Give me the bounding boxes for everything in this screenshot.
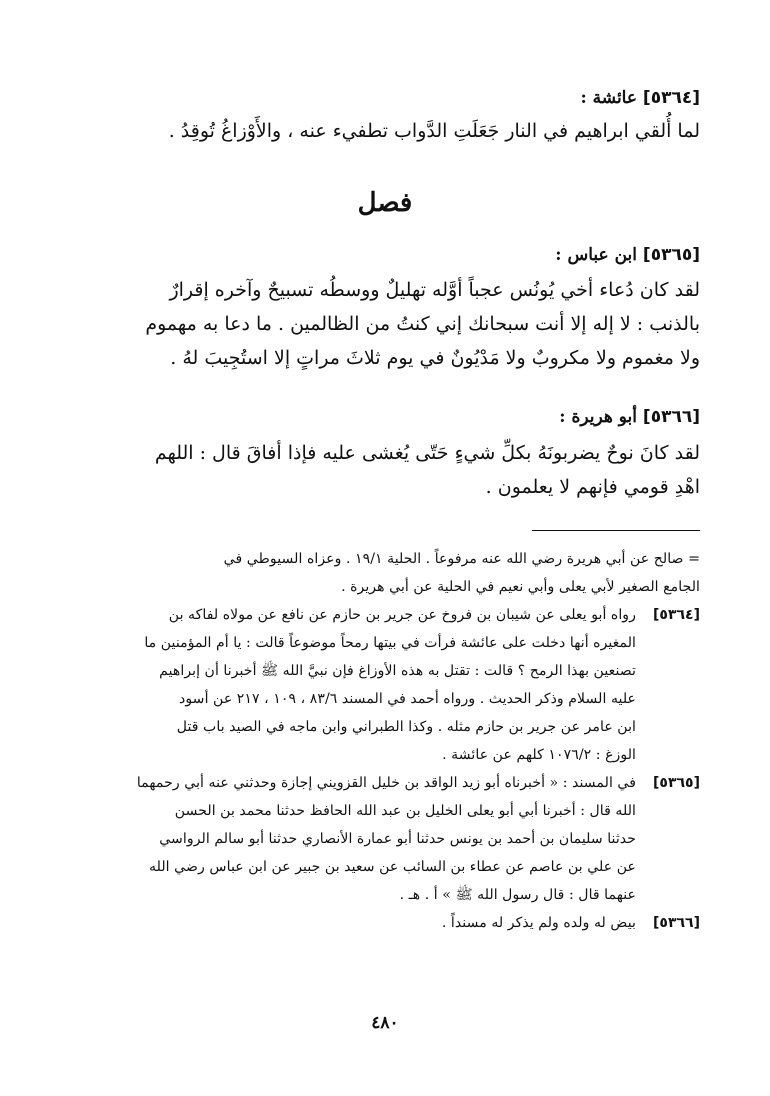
- footnote: [70, 545, 700, 601]
- footnote-tag: [٥٣٦٥]: [653, 775, 700, 791]
- entry-text: [70, 273, 700, 375]
- footnotes: [70, 545, 700, 937]
- entry-line: اهْدِ قومي فإنهم لا يعلمون .: [485, 476, 700, 498]
- book-page: [70, 0, 700, 1096]
- entry-text: [70, 436, 700, 504]
- entry-text: [70, 114, 700, 148]
- footnote-line: تصنعين بهذا الرمح ؟ قالت : تقتل به هذه الأوزاغ فإن نبيَّ الله ﷺ أخبرنا أن إبراهيم: [159, 663, 636, 679]
- footnote-line: عن علي بن عاصم عن عطاء بن السائب عن سعيد بن جبير عن ابن عباس رضي الله: [149, 859, 636, 875]
- footnote-divider: [532, 530, 700, 531]
- entry-narrator: ابن عباس :: [555, 245, 637, 265]
- footnote-line: الجامع الصغير لأبي يعلى وأبي نعيم في الحلية عن أبي هريرة .: [341, 579, 700, 595]
- entry-line: ولا مغموم ولا مكروبٌ ولا مَدْيُونٌ في يوم ثلاثَ مراتٍ إلا استُجِيبَ لهُ .: [170, 347, 700, 369]
- entry-number: [٥٣٦٥]: [642, 245, 700, 265]
- entry-heading: [555, 245, 700, 265]
- footnote-line: = صالح عن أبي هريرة رضي الله عنه مرفوعاً . الحلية ١٩/١ . وعزاه السيوطي في: [223, 551, 700, 567]
- entry-narrator: عائشة :: [580, 88, 637, 108]
- entry-narrator: أبو هريرة :: [559, 407, 637, 427]
- page-number: ٤٨٠: [371, 1013, 399, 1033]
- entry-line: بالذنب : لا إله إلا أنت سبحانك إني كنتُ من الظالمين . ما دعا به مهموم: [145, 313, 700, 335]
- footnote-line: بيض له ولده ولم يذكر له مسنداً .: [441, 915, 636, 931]
- entry-line: لقد كان دُعاء أخي يُونُس عجباً أوَّله تهليلٌ ووسطُه تسبيحٌ وآخره إقرارٌ: [169, 279, 700, 301]
- footnote-tag: [٥٣٦٦]: [653, 915, 700, 931]
- entry-line: لما أُلقي ابراهيم في النار جَعَلَتِ الدَّواب تطفيء عنه ، والأَوْزاغُ تُوقِدُ .: [168, 120, 700, 142]
- footnote: [70, 769, 700, 909]
- footnote-line: حدثنا سليمان بن أحمد بن يونس حدثنا أبو عمارة الأنصاري حدثنا أبو سالم الرواسي: [159, 831, 636, 847]
- entry-heading: [559, 407, 700, 427]
- footnote-tag: [٥٣٦٤]: [653, 607, 700, 623]
- footnote: [70, 909, 700, 937]
- entry-number: [٥٣٦٤]: [642, 88, 700, 108]
- entry-number: [٥٣٦٦]: [642, 407, 700, 427]
- entry-line: لقد كانَ نوحٌ يضربونَهُ بكلِّ شيءٍ حَتّى يُغشى عليه فإذا أفاقَ قال : اللهم: [154, 442, 700, 464]
- footnote-line: عنهما قال : قال رسول الله ﷺ » أ . هـ .: [399, 887, 636, 903]
- entry-heading: [580, 88, 700, 108]
- footnote-line: عليه السلام وذكر الحديث . ورواه أحمد في المسند ٨٣/٦ ، ١٠٩ ، ٢١٧ عن أسود: [179, 691, 636, 707]
- footnote-line: الوزغ : ١٠٧٦/٢ كلهم عن عائشة .: [442, 747, 636, 763]
- footnote: [70, 601, 700, 769]
- footnote-line: رواه أبو يعلى عن شيبان بن فروخ عن جرير بن حازم عن نافع عن مولاه لفاكه بن: [168, 607, 636, 623]
- footnote-line: ابن عامر عن جرير بن حازم مثله . وكذا الطبراني وابن ماجه في الصيد باب قتل: [176, 719, 636, 735]
- section-title: فصل: [357, 188, 413, 218]
- footnote-line: المغيره أنها دخلت على عائشة فرأت في بيتها رمحاً موضوعاً قالت : يا أم المؤمنين ما: [144, 635, 636, 651]
- footnote-line: الله قال : أخبرنا أبي أبو يعلى الخليل بن عبد الله الحافظ حدثنا محمد بن الحسن: [174, 803, 636, 819]
- footnote-line: في المسند : « أخبرناه أبو زيد الواقد بن خليل القزويني إجازة وحدثني عنه أبي رحمهما: [136, 775, 636, 791]
